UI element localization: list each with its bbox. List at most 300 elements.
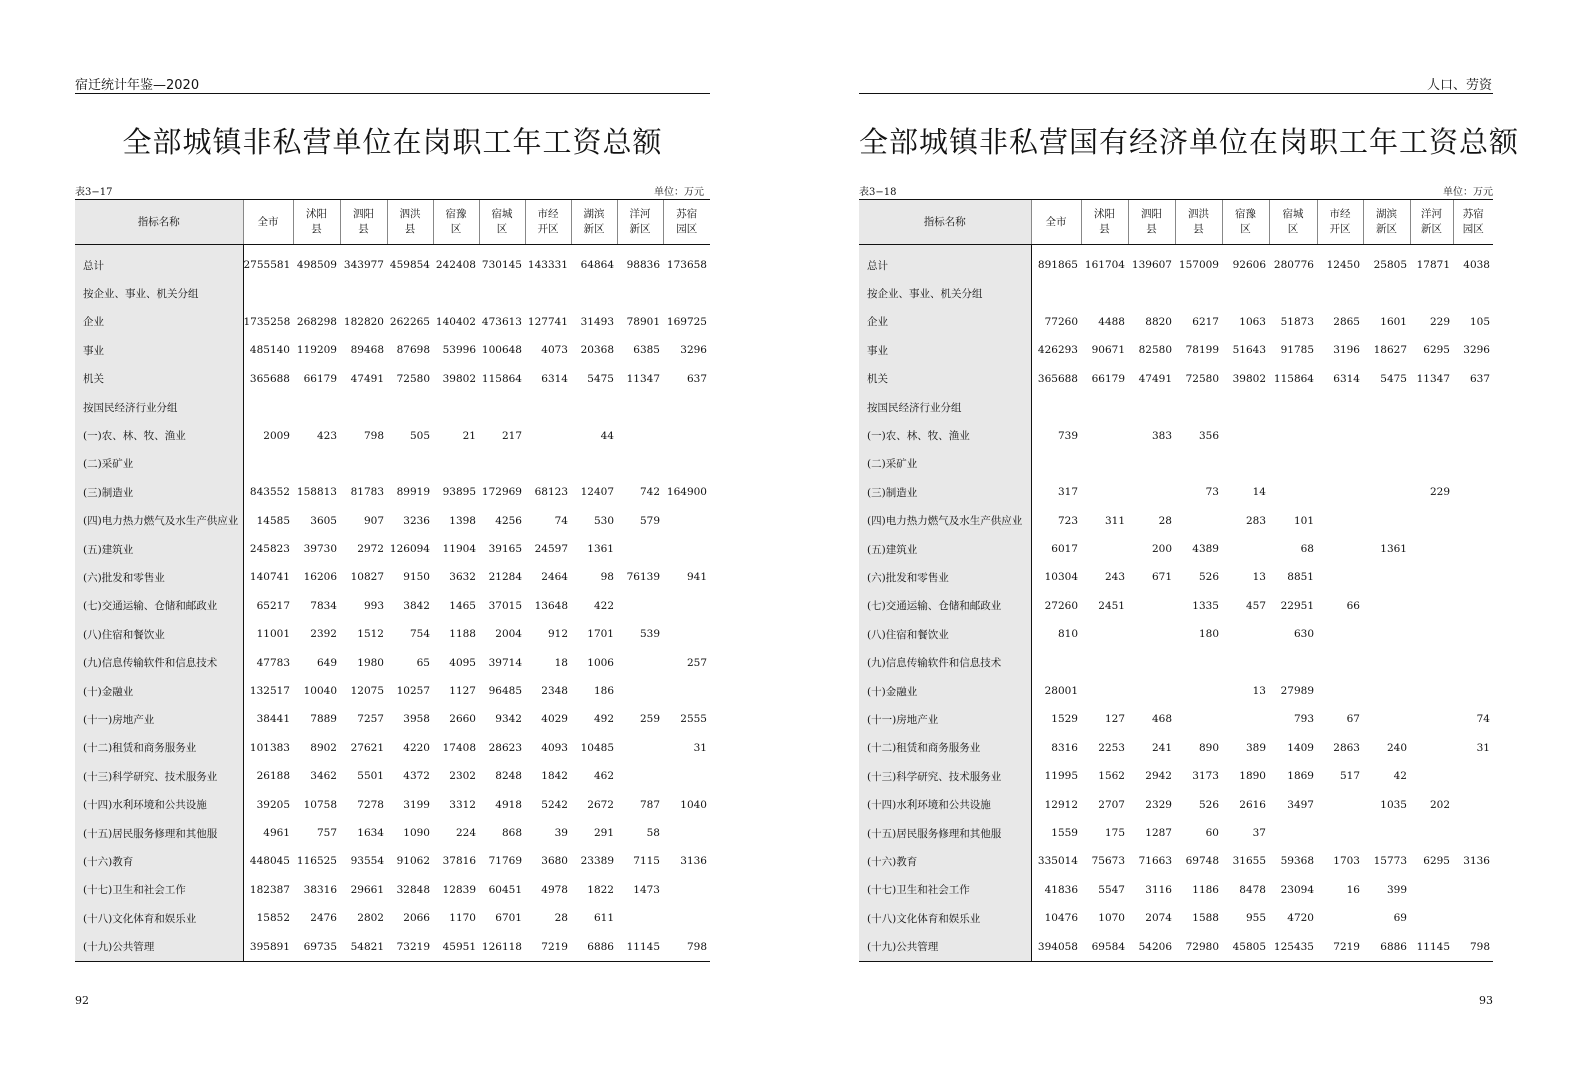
table-cell: 7278 [357, 798, 384, 811]
table-cell [571, 450, 617, 478]
table-cell [1410, 904, 1453, 932]
table-cell: 51873 [1280, 315, 1314, 328]
table-cell [663, 535, 710, 563]
table-row [859, 819, 1493, 847]
table-row [75, 790, 710, 818]
table-cell [1317, 279, 1363, 307]
table-cell: 28001 [1044, 685, 1078, 698]
table-row [859, 592, 1493, 620]
table-cell: 389 [1245, 741, 1266, 754]
table-row [859, 279, 1493, 307]
table-cell: 5547 [1098, 883, 1125, 896]
table-cell: 1170 [449, 912, 476, 925]
table-cell [1317, 450, 1363, 478]
table-cell: 890 [1198, 741, 1219, 754]
table-cell [1269, 421, 1317, 449]
table-cell: 45951 [433, 932, 479, 961]
table-cell [1453, 421, 1493, 449]
table-title: 全部城镇非私营国有经济单位在岗职工年工资总额 [859, 125, 1520, 159]
table-cell: 630 [1293, 628, 1314, 641]
table-cell: 259 [639, 713, 660, 726]
column-header: 洋河 新区 [1410, 200, 1453, 245]
table-row [859, 932, 1493, 961]
table-row [75, 592, 710, 620]
table-cell: 3173 [1192, 770, 1219, 783]
table-cell: 1701 [587, 628, 614, 641]
table-cell: 91062 [396, 855, 430, 868]
table-cell [1128, 592, 1175, 620]
table-cell: 77260 [1044, 315, 1078, 328]
table-cell: 127 [1104, 713, 1125, 726]
table-cell [663, 507, 710, 535]
table-cell: 2451 [1098, 599, 1125, 612]
table-cell: 3296 [680, 344, 707, 357]
table-cell: 448045 [249, 855, 290, 868]
table-cell: 457 [1245, 599, 1266, 612]
row-label: (九)信息传输软件和信息技术 [75, 648, 243, 676]
table-cell: 39714 [488, 656, 522, 669]
table-cell: 47491 [1138, 372, 1172, 385]
table-cell [1363, 507, 1410, 535]
table-cell: 3116 [1145, 883, 1172, 896]
table-cell: 20368 [580, 344, 614, 357]
table-row [859, 393, 1493, 421]
table-cell: 202 [1429, 798, 1450, 811]
table-cell: 42 [1393, 770, 1407, 783]
table-cell: 39 [554, 827, 568, 839]
table-cell: 2555 [680, 713, 707, 726]
table-cell: 6701 [495, 912, 522, 925]
table-cell: 7257 [357, 713, 384, 726]
table-cell [1081, 648, 1128, 676]
table-cell [663, 450, 710, 478]
table-cell: 2755581 [243, 259, 291, 272]
table-cell [1410, 421, 1453, 449]
table-row [75, 876, 710, 904]
table-cell: 74 [554, 514, 568, 527]
table-cell [1453, 620, 1493, 648]
table-cell: 14585 [256, 514, 290, 527]
table-number: 表3−18 [859, 187, 897, 198]
table-row [859, 790, 1493, 818]
table-cell: 739 [1057, 429, 1078, 442]
table-cell [663, 677, 710, 705]
table-cell [1363, 563, 1410, 591]
table-cell: 1703 [1333, 855, 1360, 868]
table-cell: 96485 [488, 685, 522, 698]
table-cell: 517 [1339, 770, 1360, 783]
table-cell: 2865 [1333, 315, 1360, 328]
table-cell: 395891 [243, 932, 293, 961]
table-cell [387, 279, 433, 307]
table-cell [1031, 279, 1081, 307]
table-cell [1269, 393, 1317, 421]
table-cell [1410, 507, 1453, 535]
row-label: 企业 [75, 308, 243, 336]
table-cell [1222, 421, 1269, 449]
table-cell [1453, 535, 1493, 563]
table-cell: 798 [1453, 932, 1493, 961]
table-row [859, 876, 1493, 904]
table-cell: 4488 [1098, 315, 1125, 328]
table-cell [1175, 393, 1222, 421]
table-cell [1453, 677, 1493, 705]
row-label: (十)金融业 [859, 677, 1031, 705]
table-cell [293, 450, 340, 478]
table-cell: 8478 [1239, 883, 1266, 896]
table-cell: 74 [1476, 713, 1490, 726]
table-cell: 1473 [633, 883, 660, 896]
row-label: 按国民经济行业分组 [859, 393, 1031, 421]
table-cell [243, 279, 293, 307]
table-cell: 89919 [396, 486, 430, 499]
table-cell: 9150 [403, 571, 430, 584]
column-header: 宿豫 区 [1222, 200, 1269, 245]
table-cell: 60 [1205, 827, 1219, 839]
table-cell: 4389 [1192, 543, 1219, 556]
table-cell [1269, 819, 1317, 847]
table-cell: 64864 [580, 259, 614, 272]
table-cell [1410, 592, 1453, 620]
table-cell: 7115 [633, 855, 660, 868]
table-cell: 81783 [350, 486, 384, 499]
table-cell [1453, 393, 1493, 421]
table-cell: 169725 [666, 315, 707, 328]
table-row [859, 245, 1493, 280]
table-cell: 75673 [1091, 855, 1125, 868]
row-label: (五)建筑业 [75, 535, 243, 563]
table-cell: 2302 [449, 770, 476, 783]
header-rule [859, 93, 1493, 94]
table-cell: 13 [1252, 571, 1266, 584]
table-cell: 1188 [449, 628, 476, 641]
table-cell: 4029 [541, 713, 568, 726]
table-cell: 37816 [442, 855, 476, 868]
table-row [859, 734, 1493, 762]
table-cell: 394058 [1031, 932, 1081, 961]
table-row [859, 308, 1493, 336]
row-label: 按国民经济行业分组 [75, 393, 243, 421]
table-cell: 459854 [389, 259, 430, 272]
table-cell [1410, 677, 1453, 705]
table-cell [617, 279, 663, 307]
table-cell: 21284 [488, 571, 522, 584]
table-cell: 182387 [249, 883, 290, 896]
table-cell [1031, 393, 1081, 421]
row-label: (七)交通运输、仓储和邮政业 [859, 592, 1031, 620]
table-cell: 7219 [1317, 932, 1363, 961]
table-cell [1410, 648, 1453, 676]
table-row [75, 819, 710, 847]
table-cell: 2672 [587, 798, 614, 811]
table-cell: 311 [1104, 514, 1125, 527]
table-cell: 31 [1476, 741, 1490, 754]
table-cell [340, 393, 387, 421]
table-cell: 10257 [396, 685, 430, 698]
table-cell [1410, 876, 1453, 904]
row-label: (十三)科学研究、技术服务业 [75, 762, 243, 790]
table-cell [1363, 478, 1410, 506]
table-cell: 47491 [350, 372, 384, 385]
table-cell: 365688 [249, 372, 290, 385]
row-label: (三)制造业 [859, 478, 1031, 506]
table-cell: 12450 [1326, 259, 1360, 272]
table-cell [663, 620, 710, 648]
table-row [859, 904, 1493, 932]
table-cell: 492 [593, 713, 614, 726]
table-cell: 12839 [442, 883, 476, 896]
column-header: 湖滨 新区 [571, 200, 617, 245]
table-cell [1081, 535, 1128, 563]
table-cell [663, 876, 710, 904]
row-label: (十二)租赁和商务服务业 [75, 734, 243, 762]
table-cell: 526 [1198, 571, 1219, 584]
table-cell [617, 421, 663, 449]
table-cell [293, 393, 340, 421]
table-cell: 182820 [343, 315, 384, 328]
table-cell: 8316 [1051, 741, 1078, 754]
table-cell [1175, 648, 1222, 676]
table-cell: 93554 [350, 855, 384, 868]
table-cell: 468 [1151, 713, 1172, 726]
table-cell: 180 [1198, 628, 1219, 641]
table-cell [617, 762, 663, 790]
table-cell: 2004 [495, 628, 522, 641]
table-cell: 1398 [449, 514, 476, 527]
column-header: 泗洪 县 [387, 200, 433, 245]
table-cell: 22951 [1280, 599, 1314, 612]
table-cell: 11347 [1416, 372, 1450, 385]
table-cell [525, 393, 571, 421]
row-label: 按企业、事业、机关分组 [75, 279, 243, 307]
table-row [75, 450, 710, 478]
table-cell [1175, 507, 1222, 535]
table-cell [340, 279, 387, 307]
table-cell: 1634 [357, 827, 384, 839]
table-cell: 868 [501, 827, 522, 839]
table-cell [663, 819, 710, 847]
table-cell: 1980 [357, 656, 384, 669]
table-cell [1453, 876, 1493, 904]
table-row [75, 847, 710, 875]
table-cell [1410, 762, 1453, 790]
column-header: 湖滨 新区 [1363, 200, 1410, 245]
table-cell: 67 [1346, 713, 1360, 726]
table-cell [1410, 734, 1453, 762]
table-cell: 25805 [1373, 259, 1407, 272]
table-cell: 54821 [340, 932, 387, 961]
table-cell [571, 393, 617, 421]
table-cell [617, 677, 663, 705]
table-cell [663, 279, 710, 307]
table-cell: 2392 [310, 628, 337, 641]
row-label: (十一)房地产业 [75, 705, 243, 733]
row-label: 总计 [75, 245, 243, 280]
table-cell: 1287 [1145, 827, 1172, 839]
table-cell: 39802 [442, 372, 476, 385]
table-cell [433, 279, 479, 307]
table-cell: 27260 [1044, 599, 1078, 612]
row-label: (十九)公共管理 [859, 932, 1031, 961]
table-cell: 8902 [310, 741, 337, 754]
table-cell: 262265 [389, 315, 430, 328]
table-cell: 125435 [1269, 932, 1317, 961]
left-page [0, 0, 793, 1077]
table-cell [617, 450, 663, 478]
table-cell: 101383 [249, 741, 290, 754]
table-cell: 175 [1104, 827, 1125, 839]
header-rule [75, 93, 710, 94]
table-cell: 15773 [1373, 855, 1407, 868]
column-header: 宿城 区 [1269, 200, 1317, 245]
table-cell: 18627 [1373, 344, 1407, 357]
table-cell [1363, 648, 1410, 676]
table-cell: 1035 [1380, 798, 1407, 811]
table-cell: 127741 [527, 315, 568, 328]
table-cell [1453, 478, 1493, 506]
table-cell [1222, 450, 1269, 478]
table-cell: 907 [363, 514, 384, 527]
table-row [75, 734, 710, 762]
table-cell: 1559 [1051, 827, 1078, 839]
table-cell [1453, 450, 1493, 478]
running-header: 宿迁统计年鉴—2020 [75, 78, 200, 93]
table-cell [525, 421, 571, 449]
table-cell: 579 [639, 514, 660, 527]
table-cell: 229 [1429, 315, 1450, 328]
table-cell: 54206 [1128, 932, 1175, 961]
table-cell: 51643 [1232, 344, 1266, 357]
table-cell: 473613 [481, 315, 522, 328]
table-cell [1081, 279, 1128, 307]
table-cell: 69748 [1185, 855, 1219, 868]
table-cell [1410, 819, 1453, 847]
table-cell [1317, 620, 1363, 648]
table-cell: 505 [409, 429, 430, 442]
column-header: 宿豫 区 [433, 200, 479, 245]
table-cell [1222, 620, 1269, 648]
table-row [75, 620, 710, 648]
table-cell: 1335 [1192, 599, 1219, 612]
table-cell: 21 [462, 429, 476, 442]
table-cell: 15852 [256, 912, 290, 925]
table-cell [1453, 790, 1493, 818]
table-cell [663, 904, 710, 932]
row-label: (四)电力热力燃气及水生产供应业 [75, 507, 243, 535]
table-cell [1128, 279, 1175, 307]
table-cell: 41836 [1044, 883, 1078, 896]
table-cell: 161704 [1084, 259, 1125, 272]
table-cell: 116525 [296, 855, 337, 868]
table-cell: 37015 [488, 599, 522, 612]
table-cell: 8851 [1287, 571, 1314, 584]
table-cell: 29661 [350, 883, 384, 896]
table-row [75, 762, 710, 790]
table-cell: 140741 [249, 571, 290, 584]
table-cell: 71769 [488, 855, 522, 868]
table-row [859, 705, 1493, 733]
table-cell: 498509 [296, 259, 337, 272]
column-header: 泗阳 县 [1128, 200, 1175, 245]
table-cell: 98836 [626, 259, 660, 272]
table-cell: 787 [639, 798, 660, 811]
table-cell: 10304 [1044, 571, 1078, 584]
table-cell: 280776 [1273, 259, 1314, 272]
table-cell [1269, 450, 1317, 478]
table-cell: 17871 [1416, 259, 1450, 272]
row-label: (十六)教育 [859, 847, 1031, 875]
table-cell [1410, 620, 1453, 648]
table-cell: 6886 [571, 932, 617, 961]
table-cell [1317, 819, 1363, 847]
table-cell [1031, 450, 1081, 478]
table-row [859, 677, 1493, 705]
table-cell: 12075 [350, 685, 384, 698]
table-cell: 3605 [310, 514, 337, 527]
table-row [75, 365, 710, 393]
table-cell: 8248 [495, 770, 522, 783]
table-cell: 53996 [442, 344, 476, 357]
table-cell [663, 762, 710, 790]
table-cell: 4961 [263, 827, 290, 839]
table-row [75, 478, 710, 506]
table-cell: 17408 [442, 741, 476, 754]
table-cell [617, 393, 663, 421]
table-cell: 39802 [1232, 372, 1266, 385]
table-cell: 6314 [541, 372, 568, 385]
table-row [859, 450, 1493, 478]
table-cell: 1512 [357, 628, 384, 641]
table-cell [663, 592, 710, 620]
row-label: (八)住宿和餐饮业 [859, 620, 1031, 648]
table-cell: 649 [316, 656, 337, 669]
table-cell: 1562 [1098, 770, 1125, 783]
table-cell: 671 [1151, 571, 1172, 584]
row-label: (十二)租赁和商务服务业 [859, 734, 1031, 762]
table-cell: 16206 [303, 571, 337, 584]
table-cell: 941 [686, 571, 707, 584]
column-header: 宿城 区 [479, 200, 525, 245]
table-cell: 637 [1469, 372, 1490, 385]
table-cell [1128, 450, 1175, 478]
row-label: (十六)教育 [75, 847, 243, 875]
table-cell: 2253 [1098, 741, 1125, 754]
table-cell: 72980 [1175, 932, 1222, 961]
table-row [75, 904, 710, 932]
table-cell [243, 393, 293, 421]
table-row [859, 847, 1493, 875]
table-cell: 5242 [541, 798, 568, 811]
table-cell: 3842 [403, 599, 430, 612]
table-cell: 16 [1346, 883, 1360, 896]
table-cell: 4720 [1287, 912, 1314, 925]
table-cell: 4093 [541, 741, 568, 754]
row-label: (六)批发和零售业 [75, 563, 243, 591]
table-cell: 7834 [310, 599, 337, 612]
table-cell [1453, 819, 1493, 847]
table-cell: 6385 [633, 344, 660, 357]
table-cell: 240 [1386, 741, 1407, 754]
row-label: (二)采矿业 [859, 450, 1031, 478]
table-row [75, 421, 710, 449]
table-cell: 39205 [256, 798, 290, 811]
table-cell: 2707 [1098, 798, 1125, 811]
column-header: 洋河 新区 [617, 200, 663, 245]
table-cell: 140402 [435, 315, 476, 328]
row-label: 事业 [859, 336, 1031, 364]
table-cell: 3462 [310, 770, 337, 783]
table-cell: 3199 [403, 798, 430, 811]
